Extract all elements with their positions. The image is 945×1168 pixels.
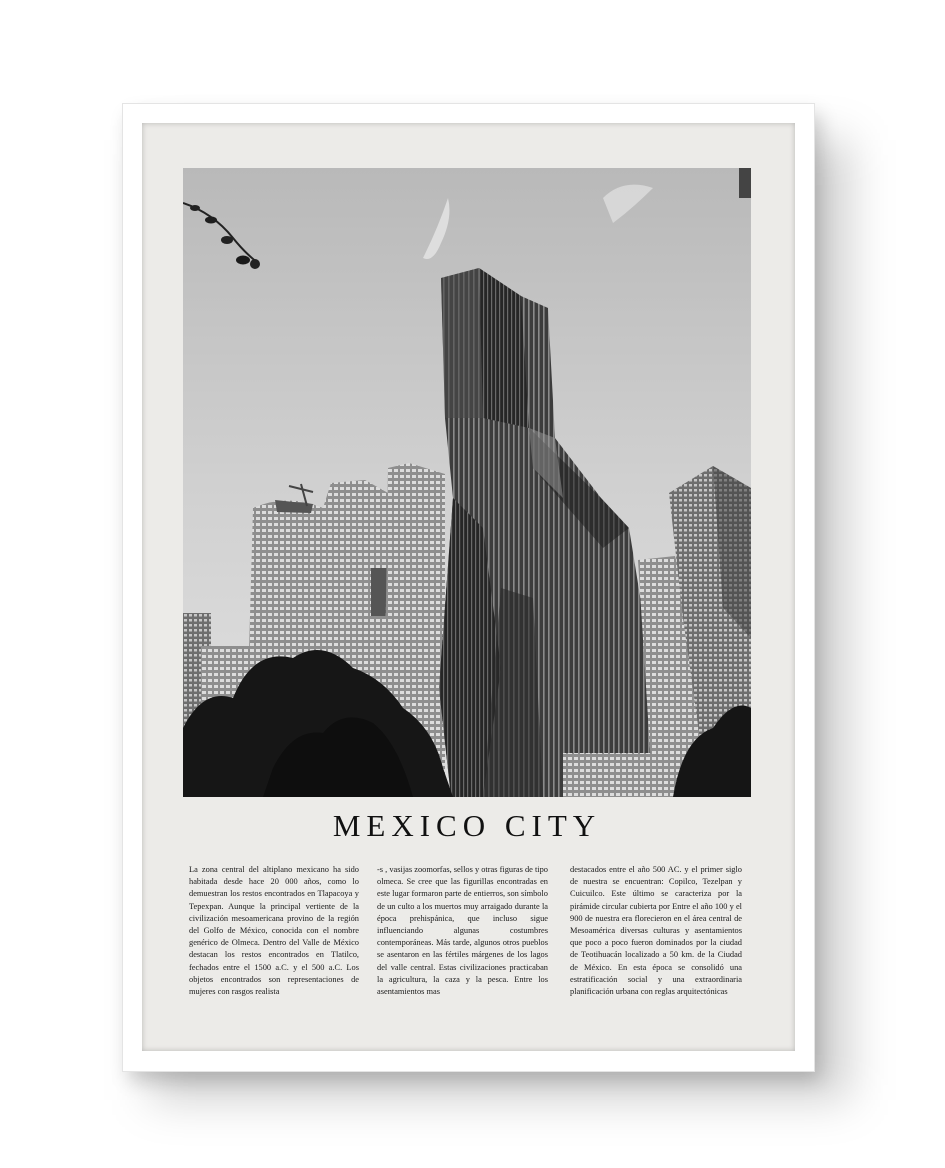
- text-column-1: La zona central del altiplano mexicano ha sido habitada desde hace 20 000 años, como lo demuestran los restos encontrados en Tlapacoya y Tepexpan. Aunque la principal vertiente de la civilización mesoamericana provino de la región del Golfo de México, conocida con el nombre genérico de Olmeca. Dentro del Valle de México destacan los restos encontrados en Tlatilco, fechados entre el 1500 a.C. y el 500 a.C. Los objetos encontrados son representaciones de mujeres con rasgos realista: [189, 865, 359, 997]
- skyscrapers-photo: [183, 168, 751, 797]
- text-column-2: -s , vasijas zoomorfas, sellos y otras figuras de tipo olmeca. Se cree que las figurillas encontradas en este lugar formaron parte de entierros, son símbolo de un culto a los muertos muy arraigado durante la época prehispánica, que incluso sigue influenciando algunas costumbres contemporáneas. Más tarde, algunos otros pueblos se asentaron en las fértiles márgenes de los lagos del valle central. Estas civilizaciones practicaban la agricultura, la caza y la pesca. Entre los asentamientos mas: [377, 865, 548, 997]
- text-column-3: destacados entre el año 500 AC. y el primer siglo de nuestra se encuentran: Copilco, Tezelpan y Cuicuilco. Este último se caracteriza por la pirámide circular cubierta por Entre el año 100 y el 900 de nuestra era florecieron en el área central de Mesoamérica diversas culturas y asentamientos que poco a poco fueron dominados por la ciudad de Teotihuacán localizado a 50 km. de la Ciudad de México. En esta época se consolidó una estratificación social y una extraordinaria planificación urbana con reglas arquitectónicas: [570, 865, 742, 997]
- poster-title: MEXICO CITY: [332, 808, 602, 843]
